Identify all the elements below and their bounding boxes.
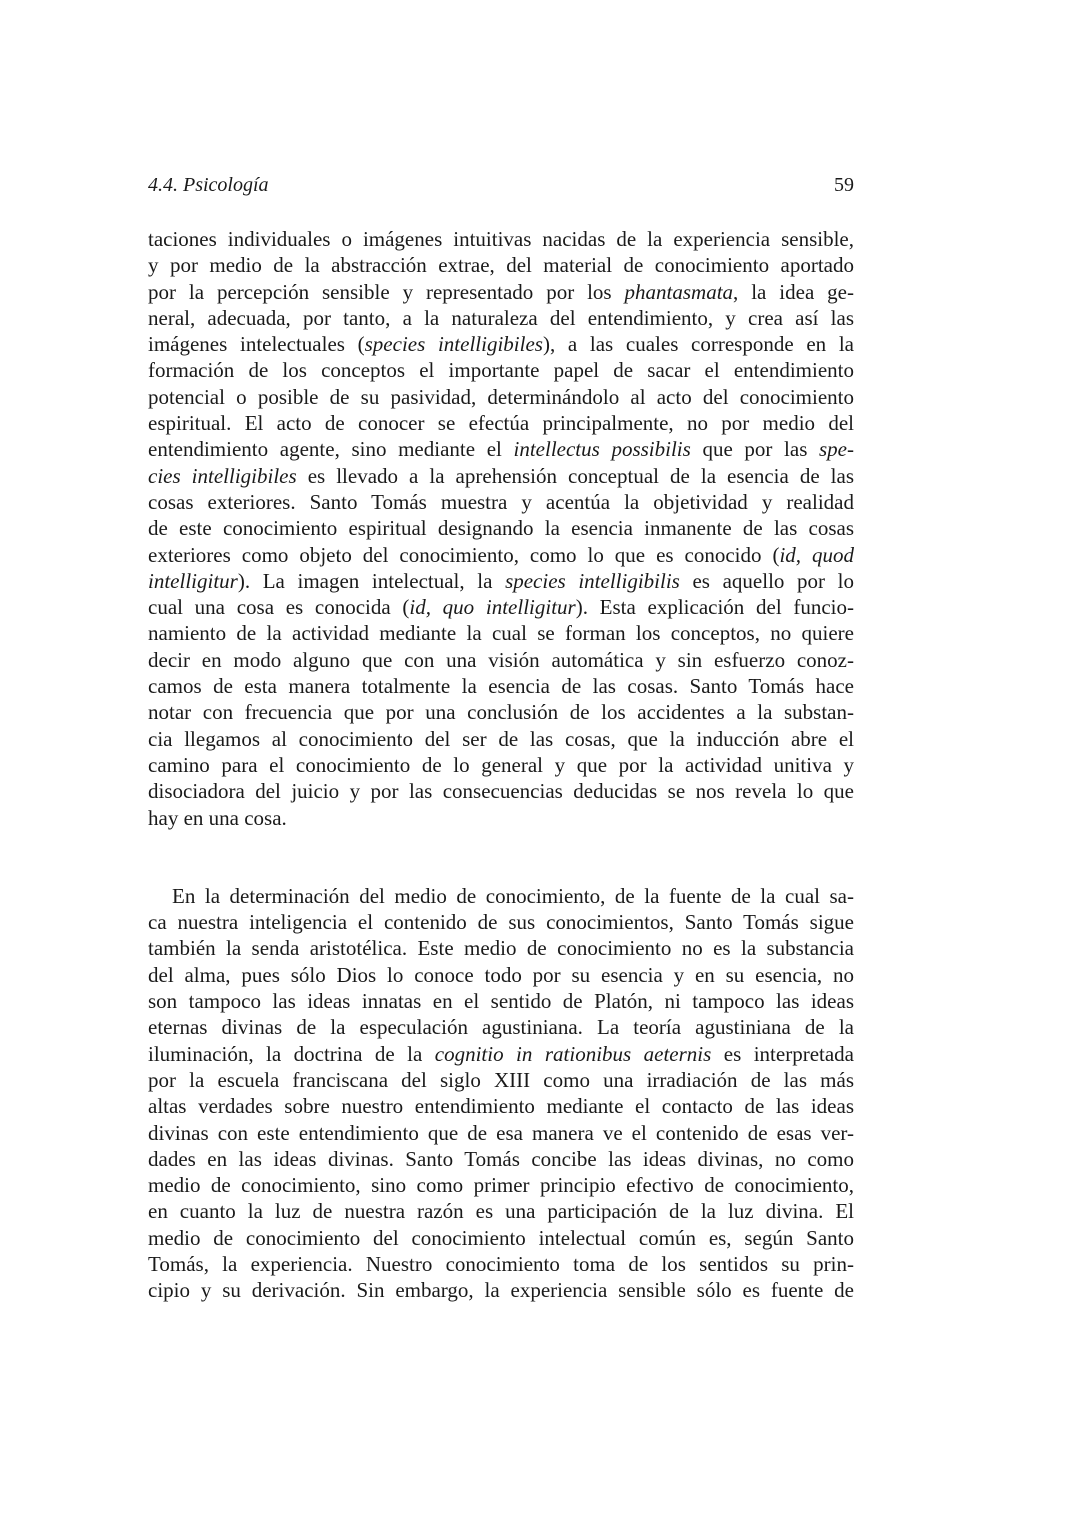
italic-latin-term: intellectus possibilis xyxy=(513,437,691,462)
paragraph-2 xyxy=(148,883,854,1304)
text-line: decir en modo alguno que con una visión automática y sin esfuerzo conoz- xyxy=(148,647,854,672)
text-line: camino para el conocimiento de lo general y que por la actividad unitiva y xyxy=(148,752,854,777)
text-line: imágenes intelectuales (species intelligibiles), a las cuales corresponde en la xyxy=(148,332,855,357)
text-line: notar con frecuencia que por una conclusión de los accidentes a la substan- xyxy=(148,700,854,725)
text-line: taciones individuales o imágenes intuitivas nacidas de la experiencia sensible, xyxy=(148,227,854,251)
text-line: En la determinación del medio de conocimiento, de la fuente de la cual sa- xyxy=(172,883,854,908)
text-line: de este conocimiento espiritual designando la esencia inmanente de las cosas xyxy=(148,516,854,541)
text-line: medio de conocimiento del conocimiento intelectual común es, según Santo xyxy=(148,1225,854,1250)
text-line: neral, adecuada, por tanto, a la naturaleza del entendimiento, y crea así las xyxy=(148,305,854,330)
text-line: Tomás, la experiencia. Nuestro conocimiento toma de los sentidos su prin- xyxy=(148,1251,854,1276)
italic-latin-term: id, quod xyxy=(779,542,854,567)
paragraph-1 xyxy=(148,226,854,831)
italic-latin-term: cognitio in rationibus aeternis xyxy=(434,1041,712,1066)
text-line: en cuanto la luz de nuestra razón es una participación de la luz divina. El xyxy=(148,1199,854,1224)
text-line: altas verdades sobre nuestro entendimiento mediante el contacto de las ideas xyxy=(148,1094,854,1119)
italic-latin-term: cies intelligibiles xyxy=(148,463,297,488)
text-line: medio de conocimiento, sino como primer principio efectivo de conocimiento, xyxy=(148,1173,854,1198)
text-line: divinas con este entendimiento que de esa manera ve el contenido de esas ver- xyxy=(148,1120,854,1145)
text-line: también la senda aristotélica. Este medio de conocimiento no es la substancia xyxy=(148,936,854,961)
text-line: espiritual. El acto de conocer se efectúa principalmente, no por medio del xyxy=(148,411,854,436)
document-page xyxy=(148,174,854,1304)
italic-latin-term: species intelligibiles xyxy=(364,332,543,357)
text-line: son tampoco las ideas innatas en el sentido de Platón, ni tampoco las ideas xyxy=(148,989,854,1014)
text-line: cia llegamos al conocimiento del ser de las cosas, que la inducción abre el xyxy=(148,726,854,751)
running-header xyxy=(148,174,854,204)
italic-latin-term: phantasmata xyxy=(624,279,734,304)
italic-latin-term: species intelligibilis xyxy=(505,568,680,593)
text-line: cies intelligibiles es llevado a la aprehensión conceptual de la esencia de las xyxy=(148,463,855,488)
text-line: eternas divinas de la especulación agustiniana. La teoría agustiniana de la xyxy=(148,1015,854,1040)
text-line: ca nuestra inteligencia el contenido de sus conocimientos, Santo Tomás sigue xyxy=(148,910,854,935)
text-line: entendimiento agente, sino mediante el intellectus possibilis que por las spe- xyxy=(148,437,854,462)
text-line: namiento de la actividad mediante la cual se forman los conceptos, no quiere xyxy=(148,621,854,646)
text-line: disociadora del juicio y por las consecuencias deducidas se nos revela lo que xyxy=(148,779,854,804)
italic-latin-term: spe- xyxy=(819,437,854,462)
italic-latin-term: intelligitur xyxy=(148,568,238,593)
paragraph-spacer xyxy=(148,831,854,883)
section-title: 4.4. Psicología xyxy=(148,174,269,196)
text-line: cipio y su derivación. Sin embargo, la experiencia sensible sólo es fuente de xyxy=(148,1278,854,1303)
page-number: 59 xyxy=(834,174,854,196)
text-line: intelligitur). La imagen intelectual, la species intelligibilis es aquello por lo xyxy=(148,568,854,593)
text-line: camos de esta manera totalmente la esencia de las cosas. Santo Tomás hace xyxy=(148,674,854,699)
text-line: exteriores como objeto del conocimiento, como lo que es conocido (id, quod xyxy=(148,542,854,567)
text-line: por la percepción sensible y representado por los phantasmata, la idea ge- xyxy=(148,279,854,304)
text-line: iluminación, la doctrina de la cognitio in rationibus aeternis es interpretada xyxy=(148,1041,854,1066)
text-line: potencial o posible de su pasividad, determinándolo al acto del conocimiento xyxy=(148,384,854,409)
text-line: por la escuela franciscana del siglo XIII como una irradiación de las más xyxy=(148,1067,854,1092)
text-line: del alma, pues sólo Dios lo conoce todo por su esencia y en su esencia, no xyxy=(148,962,854,987)
text-line: cual una cosa es conocida (id, quo intelligitur). Esta explicación del funcio- xyxy=(148,595,854,620)
italic-latin-term: id, quo intelligitur xyxy=(409,595,576,620)
text-line: y por medio de la abstracción extrae, del material de conocimiento aportado xyxy=(148,253,854,278)
text-line: formación de los conceptos el importante papel de sacar el entendimiento xyxy=(148,358,854,383)
text-line: dades en las ideas divinas. Santo Tomás concibe las ideas divinas, no como xyxy=(148,1146,854,1171)
text-line: hay en una cosa. xyxy=(148,805,287,830)
text-line: cosas exteriores. Santo Tomás muestra y acentúa la objetividad y realidad xyxy=(148,489,854,514)
